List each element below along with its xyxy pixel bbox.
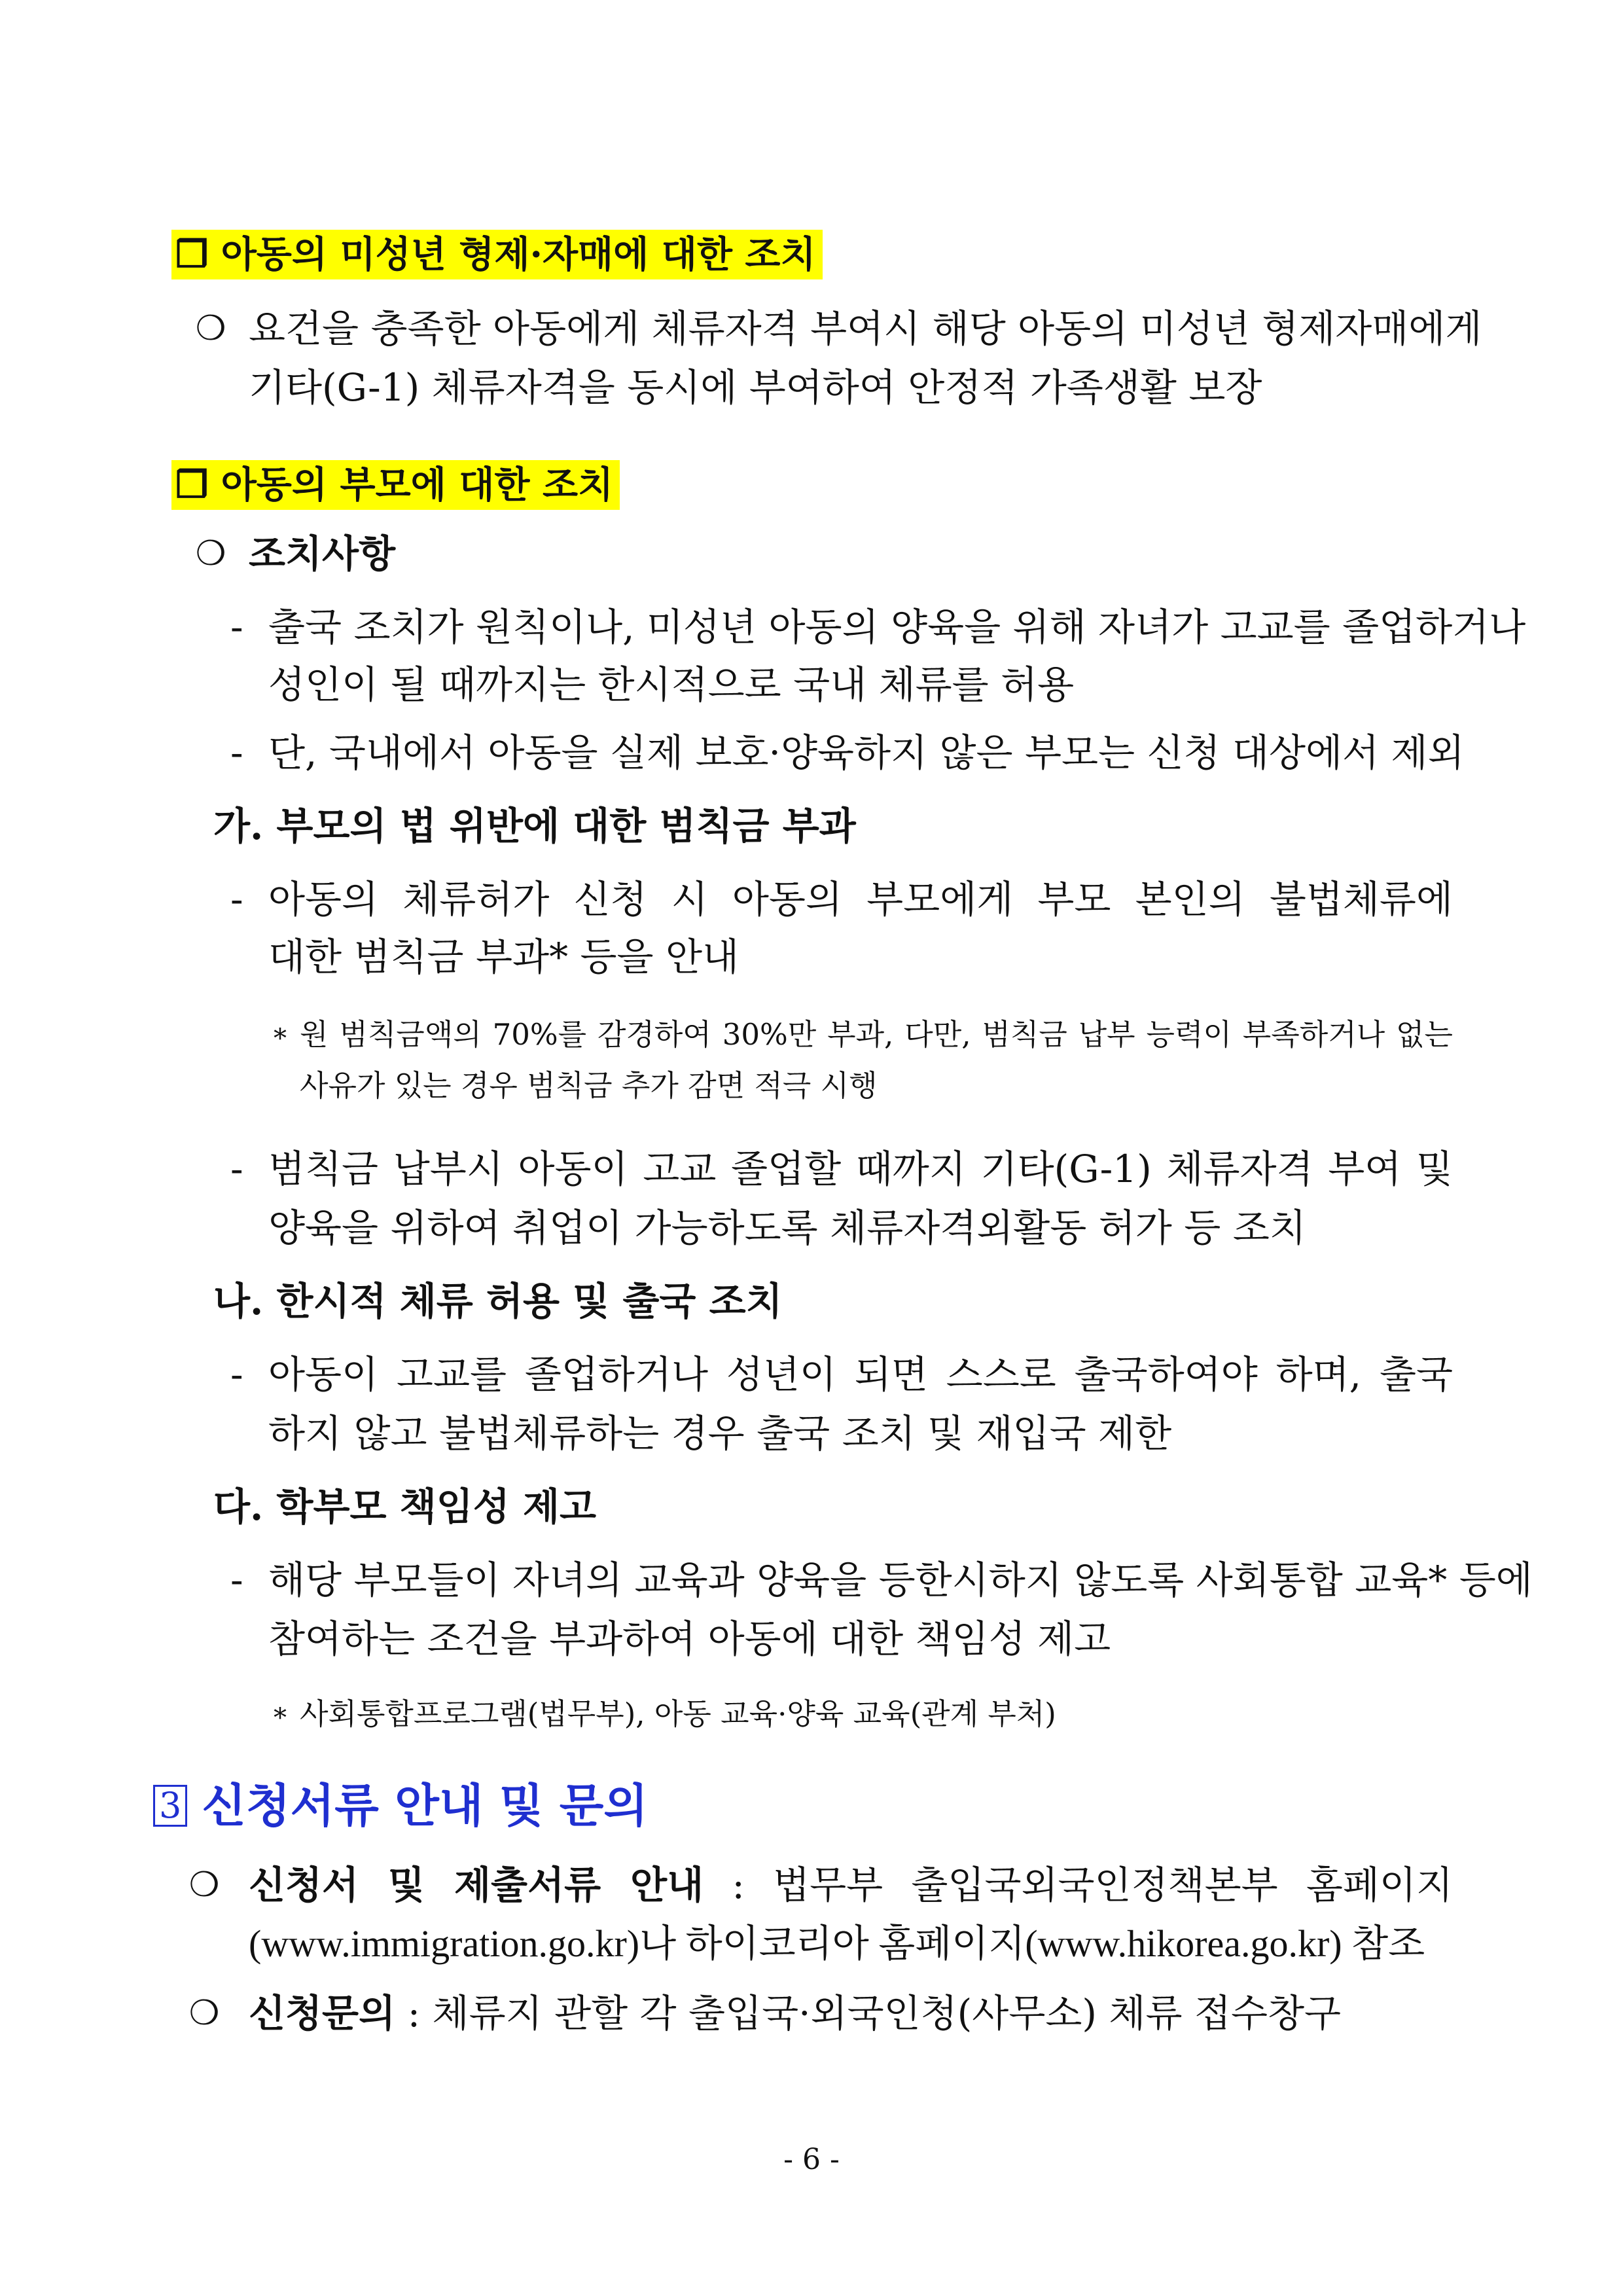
- circle-bullet-icon: ❍: [195, 309, 226, 348]
- ga-note-line2: 사유가 있는 경우 범칙금 추가 감면 적극 시행: [300, 1068, 878, 1103]
- separator: :: [732, 1863, 745, 1907]
- footnote-star: *: [274, 1024, 287, 1054]
- na-dash1-line2: 하지 않고 불법체류하는 경우 출국 조치 및 재입국 제한: [268, 1411, 1172, 1456]
- measures-dash2-line1: 단, 국내에서 아동을 실제 보호·양육하지 않은 부모는 신청 대상에서 제외: [268, 730, 1465, 775]
- circle-bullet-icon: ❍: [188, 1994, 220, 2033]
- ga-note-line1: 원 범칙금액의 70%를 감경하여 30%만 부과, 다만, 범칙금 납부 능력이 부족하거나 없는: [300, 1017, 1453, 1052]
- page-number: - 6 -: [783, 2143, 840, 2176]
- dash-bullet: -: [230, 730, 243, 775]
- section3-title: 신청서류 안내 및 문의: [202, 1778, 649, 1833]
- da-dash1-line1: 해당 부모들이 자녀의 교육과 양육을 등한시하지 않도록 사회통합 교육* 등에: [268, 1558, 1533, 1602]
- ga-dash2-line1: 범칙금 납부시 아동이 고교 졸업할 때까지 기타(G-1) 체류자격 부여 및: [268, 1147, 1453, 1191]
- da-title: 다. 학부모 책임성 제고: [213, 1484, 597, 1529]
- apply-docs-text: 법무부 출입국외국인정책본부 홈페이지: [773, 1863, 1453, 1907]
- apply-docs-label: 신청서 및 제출서류 안내: [249, 1863, 704, 1907]
- ga-title: 가. 부모의 법 위반에 대한 범칙금 부과: [213, 804, 856, 848]
- parents-heading: [171, 458, 620, 511]
- ga-dash1-line2: 대한 범칙금 부과* 등을 안내: [268, 935, 740, 979]
- section3-item1-line1: [249, 1859, 1453, 1911]
- section-number-box: 3: [153, 1785, 187, 1827]
- inquiry-text: 체류지 관할 각 출입국·외국인청(사무소) 체류 접수창구: [432, 1991, 1342, 2036]
- inquiry-label: 신청문의: [249, 1991, 396, 2036]
- siblings-line-1: 요건을 충족한 아동에게 체류자격 부여시 해당 아동의 미성년 형제자매에게: [249, 306, 1482, 351]
- siblings-heading-label: ❒ 아동의 미성년 형제·자매에 대한 조치: [171, 230, 823, 279]
- section3-item1-line2: (www.immigration.go.kr)나 하이코리아 홈페이지(www.hikorea.go.kr) 참조: [249, 1922, 1425, 1965]
- dash-bullet: -: [230, 1558, 243, 1602]
- ga-dash2-line2: 양육을 위하여 취업이 가능하도록 체류자격외활동 허가 등 조치: [268, 1206, 1306, 1250]
- dash-bullet: -: [230, 605, 243, 649]
- separator: :: [407, 1991, 421, 2036]
- measures-dash1-line2: 성인이 될 때까지는 한시적으로 국내 체류를 허용: [268, 662, 1075, 707]
- measures-title: 조치사항: [249, 531, 396, 576]
- section3-heading: [153, 1776, 648, 1835]
- siblings-line-2: 기타(G-1) 체류자격을 동시에 부여하여 안정적 가족생활 보장: [249, 365, 1262, 410]
- dash-bullet: -: [230, 877, 243, 922]
- na-title: 나. 한시적 체류 허용 및 출국 조치: [213, 1279, 783, 1323]
- circle-bullet-icon: ❍: [195, 534, 226, 573]
- siblings-heading: [171, 228, 823, 280]
- circle-bullet-icon: ❍: [188, 1865, 220, 1905]
- section3-item2: [249, 1987, 1341, 2039]
- ga-dash1-line1: 아동의 체류허가 신청 시 아동의 부모에게 부모 본인의 불법체류에: [268, 877, 1453, 922]
- footnote-star: *: [274, 1703, 287, 1733]
- da-note-line1: 사회통합프로그램(법무부), 아동 교육·양육 교육(관계 부처): [300, 1696, 1056, 1731]
- da-dash1-line2: 참여하는 조건을 부과하여 아동에 대한 책임성 제고: [268, 1617, 1111, 1661]
- parents-heading-label: ❒ 아동의 부모에 대한 조치: [171, 460, 620, 510]
- dash-bullet: -: [230, 1352, 243, 1397]
- na-dash1-line1: 아동이 고교를 졸업하거나 성년이 되면 스스로 출국하여야 하며, 출국: [268, 1352, 1453, 1397]
- measures-dash1-line1: 출국 조치가 원칙이나, 미성년 아동의 양육을 위해 자녀가 고교를 졸업하거나: [268, 605, 1526, 649]
- dash-bullet: -: [230, 1147, 243, 1191]
